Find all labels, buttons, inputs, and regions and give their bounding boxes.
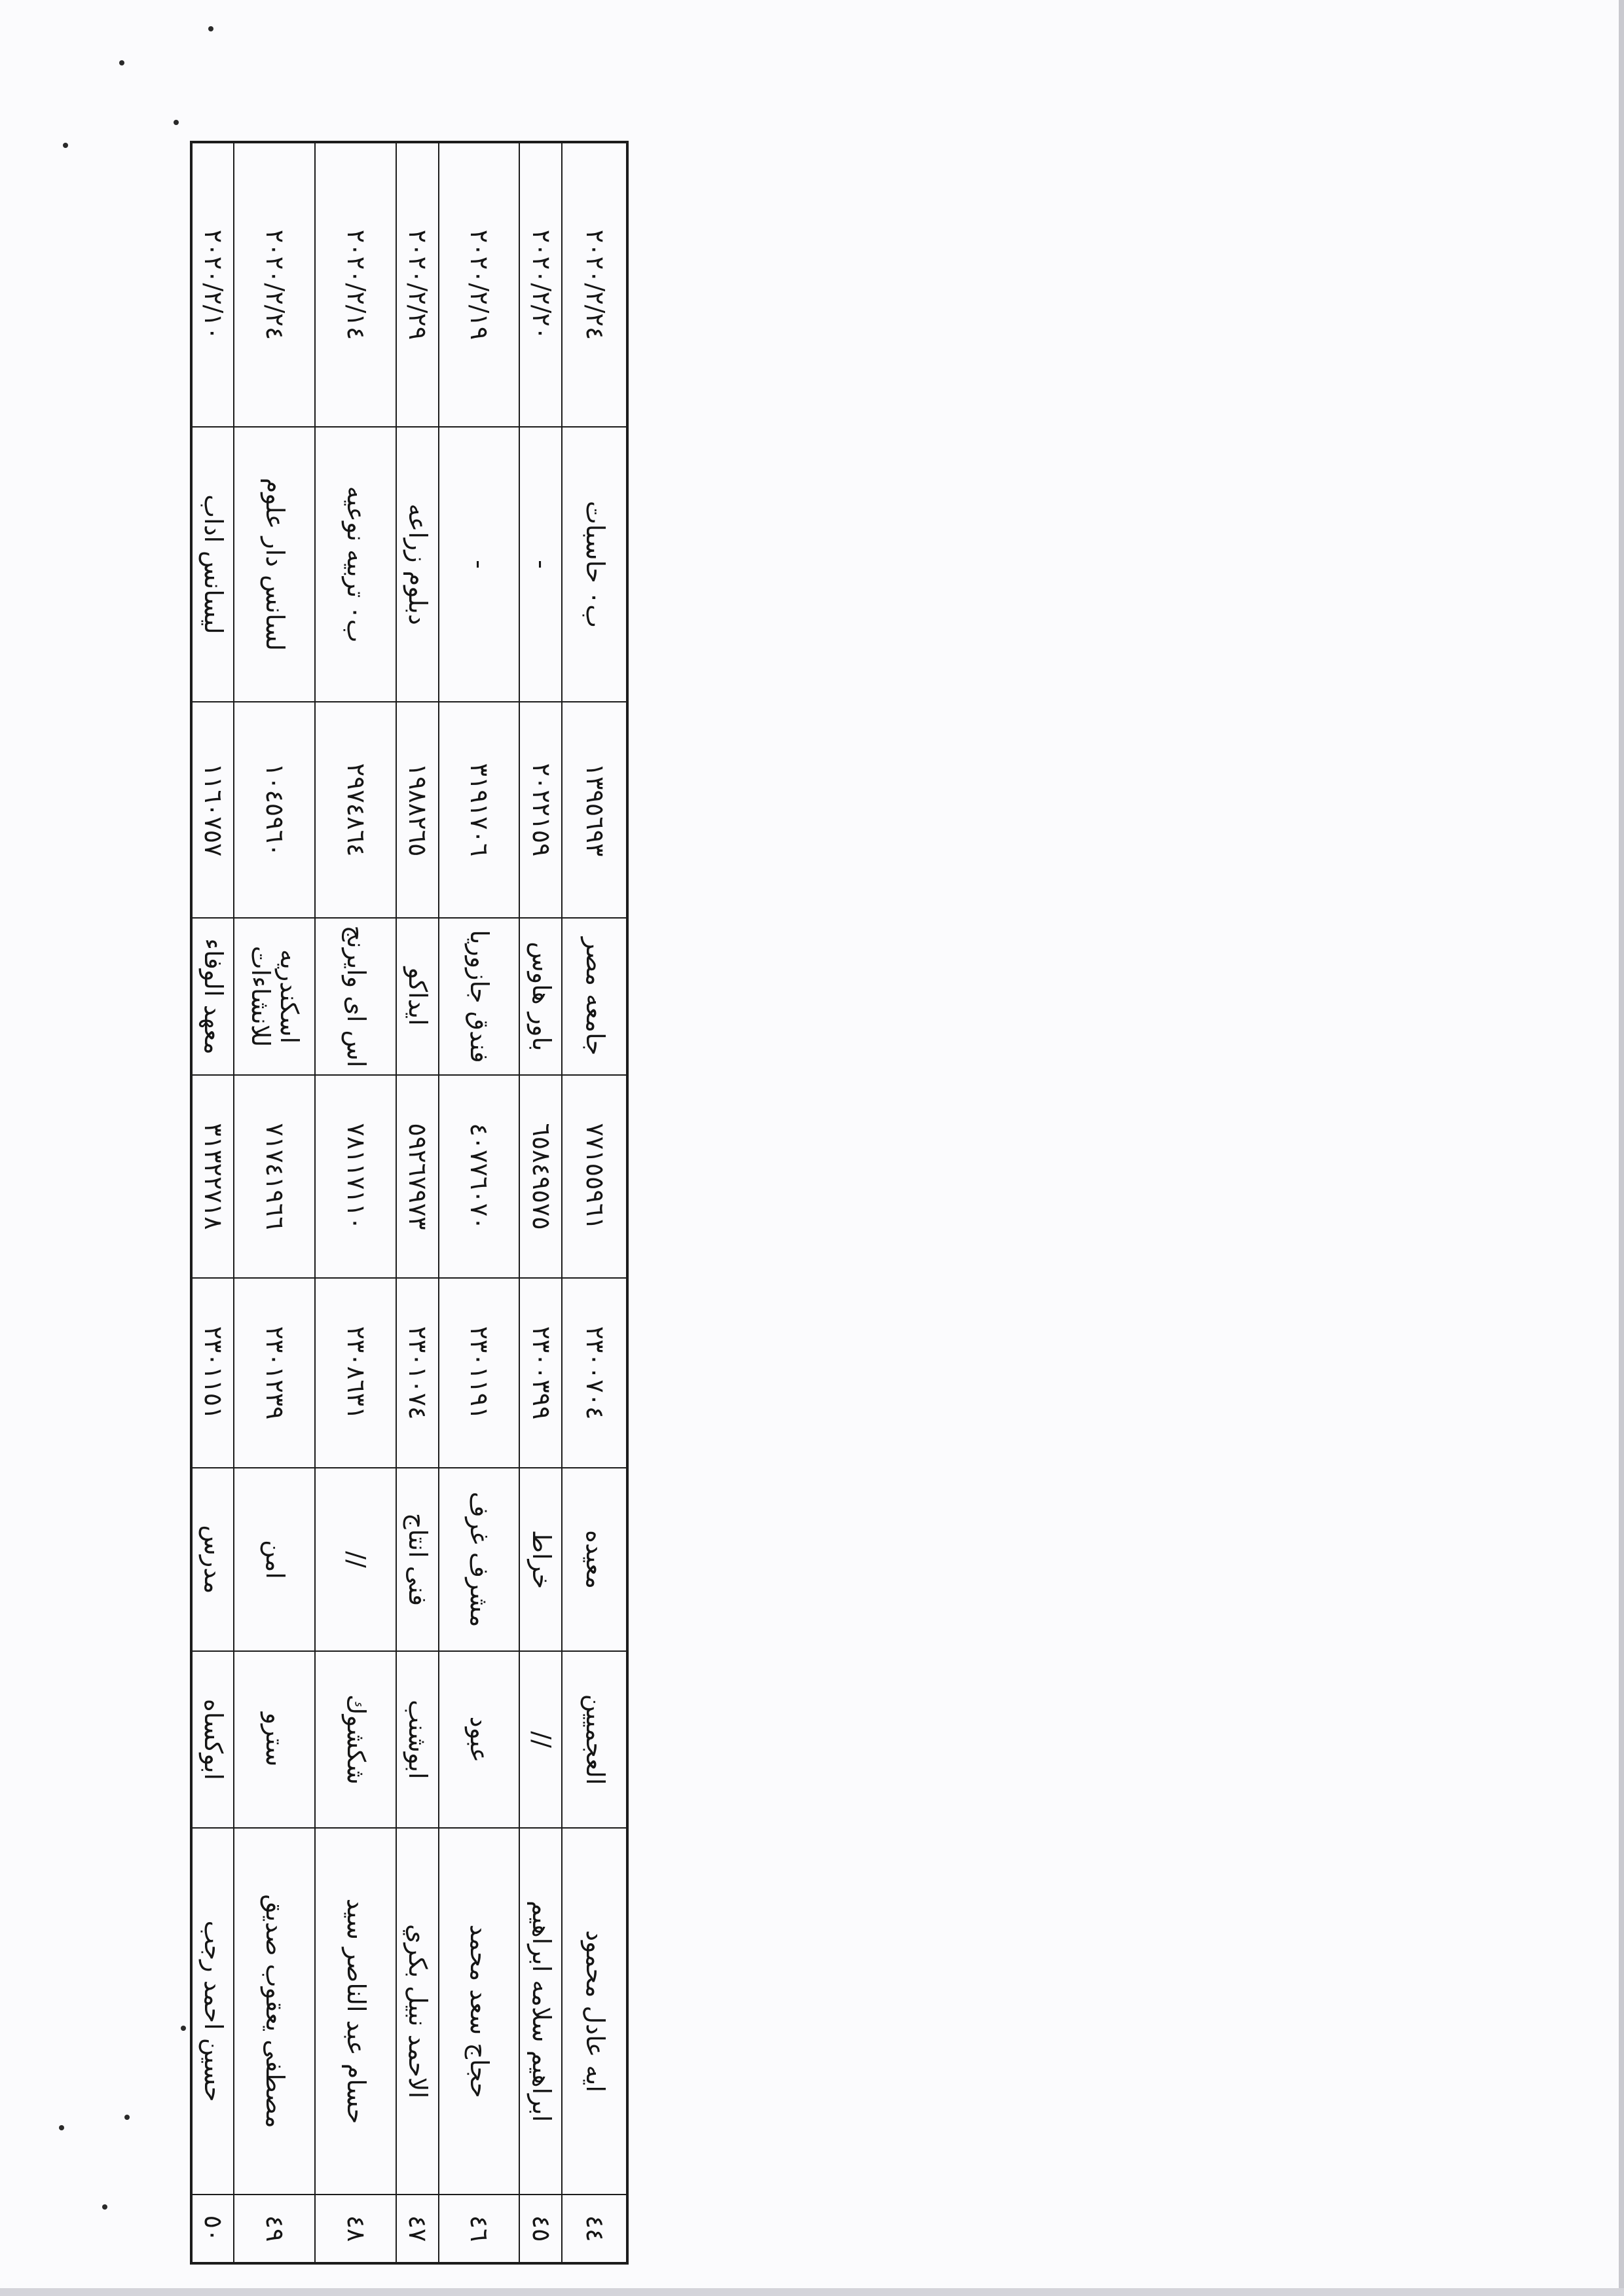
cell-idx: ٤٤ <box>562 2195 627 2263</box>
cell-qualification: ب٠ حاسبات <box>562 427 627 702</box>
page-edge-right <box>1619 0 1624 2296</box>
cell-family: // <box>519 1651 562 1828</box>
cell-idx: ٥٠ <box>191 2195 234 2263</box>
page-edge-bottom <box>0 2288 1624 2296</box>
cell-current-job: ايداكو <box>396 918 439 1075</box>
cell-family: العجميين <box>562 1651 627 1828</box>
table-row <box>396 142 439 2263</box>
cell-idx: ٤٩ <box>234 2195 315 2263</box>
cell-family: ابوشنب <box>396 1651 439 1828</box>
scan-speck <box>119 60 124 65</box>
cell-name: حسام عبد الناصر سيد <box>315 1828 396 2195</box>
cell-date: ٢٠٢٠/٢/١٩ <box>439 142 520 427</box>
cell-phone: ٢٣٠١٠٧٤ <box>396 1278 439 1468</box>
cell-current-job: اس اى وايرنج <box>315 918 396 1075</box>
cell-current-job: باور هاوس <box>519 918 562 1075</box>
cell-family: ابوكساه <box>191 1651 234 1828</box>
cell-phone: ٢٣٠٨٦٣١ <box>315 1278 396 1468</box>
table-row <box>315 142 396 2263</box>
cell-profession: // <box>315 1468 396 1651</box>
cell-family: شكشوك <box>315 1651 396 1828</box>
scan-speck <box>124 2115 130 2120</box>
scan-speck <box>59 2125 64 2130</box>
cell-phone: ٢٣٠١١٩١ <box>439 1278 520 1468</box>
cell-qualification: ليسانس اداب <box>191 427 234 702</box>
cell-idx: ٤٨ <box>315 2195 396 2263</box>
table-row <box>191 142 234 2263</box>
cell-national-code: ٧٧١٥٥٩٦١ <box>562 1075 627 1278</box>
roster-table <box>190 141 629 2265</box>
cell-phone: ٢٣٠١١٥١ <box>191 1278 234 1468</box>
cell-national-code: ٦٥٨٤٩٥٧٥ <box>519 1075 562 1278</box>
cell-national-code: ٧١٧٤١٩٦٦ <box>234 1075 315 1278</box>
roster-table-frame <box>190 141 629 2262</box>
table-row <box>519 142 562 2263</box>
cell-national-code: ٧٨١١٧١١٠ <box>315 1075 396 1278</box>
cell-qualification: لسانس دار علوم <box>234 427 315 702</box>
cell-name: مصطفى يعقوب صديق <box>234 1828 315 2195</box>
cell-profession: مشرف غرف <box>439 1468 520 1651</box>
cell-family: عبود <box>439 1651 520 1828</box>
scan-speck <box>208 26 213 31</box>
cell-current-job: معهد الوفاء <box>191 918 234 1075</box>
cell-date: ٢٠٢٠/٢/٢٩ <box>396 142 439 427</box>
cell-profession: فنى انتاج <box>396 1468 439 1651</box>
cell-name: ايه عادل محمود <box>562 1828 627 2195</box>
cell-current-job: اسكندريه للانشاءات <box>234 918 315 1075</box>
cell-phone: ٢٣٠٠٧٠٤ <box>562 1278 627 1468</box>
cell-qualification: - <box>439 427 520 702</box>
roster-table-body <box>191 142 627 2263</box>
cell-id-number: ١١٦٠٧٥٧ <box>191 702 234 918</box>
cell-id-number: ٢٩٧٤٨٦٤ <box>315 702 396 918</box>
cell-name: ابراهيم سلامه ابراهيم <box>519 1828 562 2195</box>
table-row <box>439 142 520 2263</box>
cell-family: سترو <box>234 1651 315 1828</box>
cell-national-code: ٥٩٢٦٧٩٧٣ <box>396 1075 439 1278</box>
cell-date: ٢٠٢٠/٢/٢٠ <box>519 142 562 427</box>
cell-id-number: ١٣٩٥٦٩٣ <box>562 702 627 918</box>
cell-qualification: ب٠ تربيه نوعيه <box>315 427 396 702</box>
cell-qualification: - <box>519 427 562 702</box>
table-row <box>562 142 627 2263</box>
cell-date: ٢٠٢٠/٢/١٠ <box>191 142 234 427</box>
scan-speck <box>181 2026 186 2031</box>
cell-name: حسين احمد رجب <box>191 1828 234 2195</box>
cell-idx: ٤٥ <box>519 2195 562 2263</box>
scan-speck <box>63 143 68 148</box>
cell-profession: معيده <box>562 1468 627 1651</box>
cell-idx: ٤٧ <box>396 2195 439 2263</box>
table-row <box>234 142 315 2263</box>
cell-date: ٢٠٢٠/٢/١٤ <box>315 142 396 427</box>
cell-current-job: فندق جازوريا <box>439 918 520 1075</box>
cell-id-number: ١٩٨٨٢٦٥ <box>396 702 439 918</box>
cell-id-number: ١٠٤٥٩٦٠ <box>234 702 315 918</box>
cell-phone: ٢٣٠١٢٣٩ <box>234 1278 315 1468</box>
cell-phone: ٢٣٠٠٣٩٩ <box>519 1278 562 1468</box>
cell-name: حجاج سعد محمد <box>439 1828 520 2195</box>
cell-current-job: جامعه مصر <box>562 918 627 1075</box>
cell-date: ٢٠٢٠/٢/٢٤ <box>562 142 627 427</box>
cell-profession: مدرس <box>191 1468 234 1651</box>
cell-qualification: دبلوم زراعه <box>396 427 439 702</box>
cell-profession: امن <box>234 1468 315 1651</box>
cell-date: ٢٠٢٠/٢/٢٤ <box>234 142 315 427</box>
cell-profession: خراط <box>519 1468 562 1651</box>
cell-id-number: ٢٠٢٢١٥٩ <box>519 702 562 918</box>
scan-speck <box>174 120 179 125</box>
scan-speck <box>102 2204 107 2210</box>
cell-national-code: ٤٠٧٧٦٠٧٠ <box>439 1075 520 1278</box>
cell-name: الاحمد نبيل بكري <box>396 1828 439 2195</box>
cell-idx: ٤٦ <box>439 2195 520 2263</box>
cell-national-code: ٣١٣٢٢٧١٨ <box>191 1075 234 1278</box>
cell-id-number: ٣١٩١٧٠٦ <box>439 702 520 918</box>
